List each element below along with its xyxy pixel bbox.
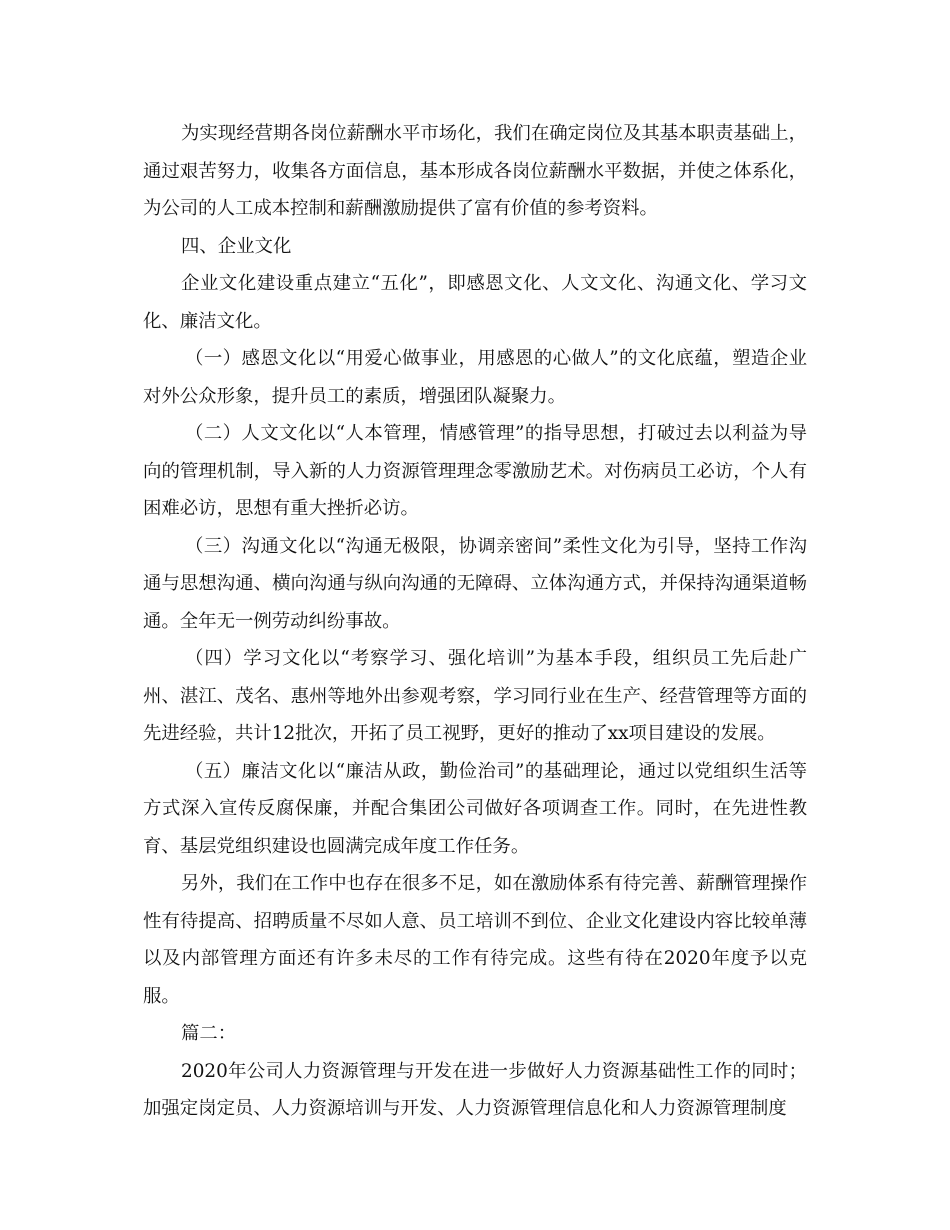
section-heading-corporate-culture: 四、企业文化 — [181, 235, 292, 257]
paragraph-gratitude-culture: （一）感恩文化以“用爱心做事业，用感恩的心做人”的文化底蕴，塑造企业对外公众形象，提升员工的素质，增强团队凝聚力。 — [143, 348, 807, 407]
document-body — [143, 115, 807, 1128]
paragraph-shortcomings: 另外，我们在工作中也存在很多不足，如在激励体系有待完善、薪酬管理操作性有待提高、招聘质量不尽如人意、员工培训不到位、企业文化建设内容比较单薄以及内部管理方面还有许多未尽的工作有待完成。这些有待在2020年度予以克服。 — [143, 873, 807, 1007]
paragraph-learning-culture: （四）学习文化以“考察学习、强化培训”为基本手段，组织员工先后赴广州、湛江、茂名、惠州等地外出参观考察，学习同行业在生产、经营管理等方面的先进经验，共计12批次，开拓了员工视野，更好的推动了xx项目建设的发展。 — [143, 648, 807, 744]
paragraph-integrity-culture: （五）廉洁文化以“廉洁从政，勤俭治司”的基础理论，通过以党组织生活等方式深入宣传反腐保廉，并配合集团公司做好各项调查工作。同时，在先进性教育、基层党组织建设也圆满完成年度工作任务。 — [143, 760, 807, 857]
paragraph-communication-culture: （三）沟通文化以“沟通无极限，协调亲密间”柔性文化为引导，坚持工作沟通与思想沟通、横向沟通与纵向沟通的无障碍、立体沟通方式，并保持沟通渠道畅通。全年无一例劳动纠纷事故。 — [143, 535, 807, 632]
section-heading-part-two: 篇二： — [181, 1023, 237, 1044]
paragraph-humanistic-culture: （二）人文文化以“人本管理，情感管理”的指导思想，打破过去以利益为导向的管理机制，导入新的人力资源管理理念零激励艺术。对伤病员工必访，个人有困难必访，思想有重大挫折必访。 — [143, 423, 807, 519]
paragraph-salary-market: 为实现经营期各岗位薪酬水平市场化，我们在确定岗位及其基本职责基础上，通过艰苦努力，收集各方面信息，基本形成各岗位薪酬水平数据，并使之体系化，为公司的人工成本控制和薪酬激励提供了富有价值的参考资料。 — [143, 123, 807, 219]
paragraph-hr-2020: 2020年公司人力资源管理与开发在进一步做好人力资源基础性工作的同时；加强定岗定员、人力资源培训与开发、人力资源管理信息化和人力资源管理制度 — [143, 1060, 807, 1119]
paragraph-five-cultures: 企业文化建设重点建立“五化”，即感恩文化、人文文化、沟通文化、学习文化、廉洁文化。 — [143, 273, 807, 332]
